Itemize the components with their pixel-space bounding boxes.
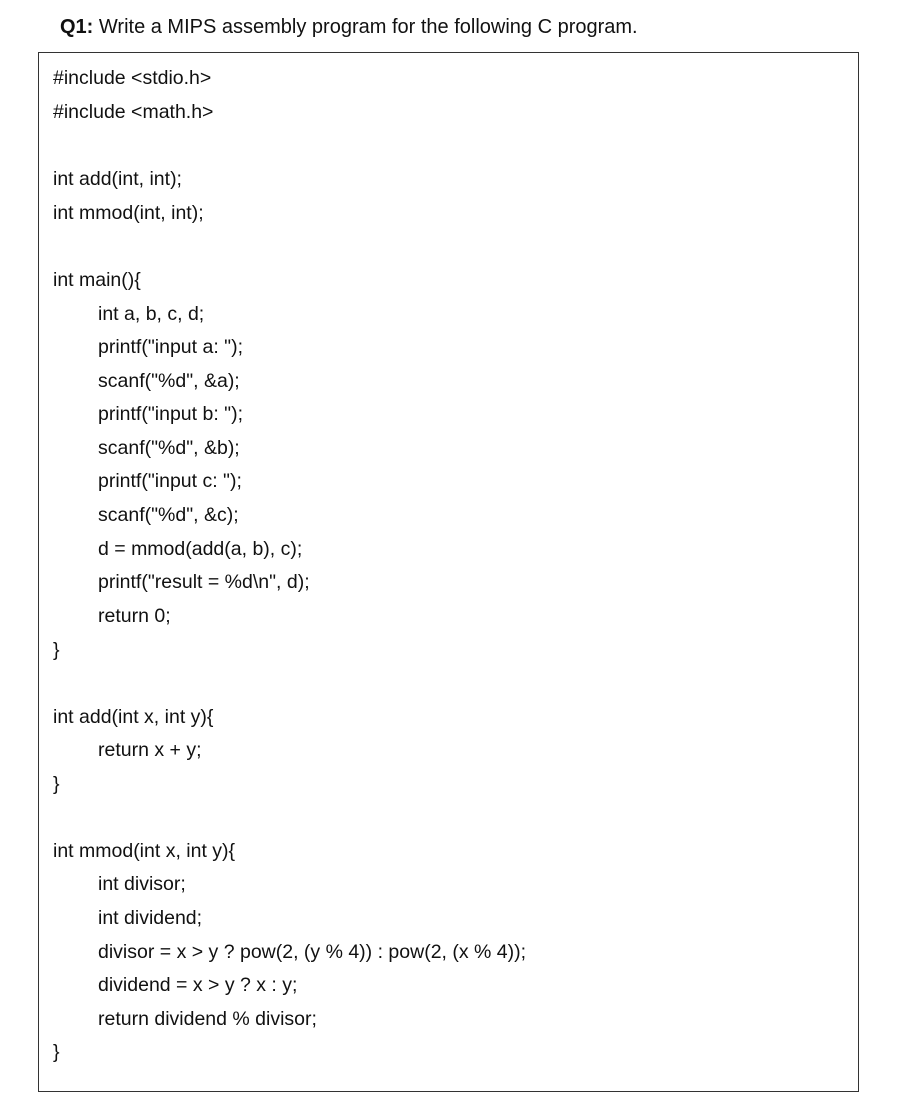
code-line: } [53,639,60,661]
code-line: int mmod(int, int); [53,202,204,224]
code-line: dividend = x > y ? x : y; [98,974,298,996]
code-line: int divisor; [98,873,186,895]
code-line: int main(){ [53,269,141,291]
question-heading [60,14,638,40]
code-line: return x + y; [98,739,202,761]
code-line: int add(int x, int y){ [53,706,214,728]
code-line: printf("input a: "); [98,336,243,358]
code-line: printf("input b: "); [98,403,243,425]
code-line: #include <stdio.h> [53,67,212,89]
code-line: return dividend % divisor; [98,1008,317,1030]
code-line: return 0; [98,605,171,627]
code-line: d = mmod(add(a, b), c); [98,538,303,560]
code-box [38,52,859,1092]
question-label: Q1: [60,16,94,38]
code-line: printf("input c: "); [98,470,242,492]
code-line: #include <math.h> [53,101,214,123]
code-line: int a, b, c, d; [98,303,205,325]
question-text: Write a MIPS assembly program for the following C program. [93,16,638,38]
code-line: scanf("%d", &c); [98,504,239,526]
code-line: int mmod(int x, int y){ [53,840,236,862]
code-line: int add(int, int); [53,168,182,190]
code-line: scanf("%d", &a); [98,370,240,392]
code-line: printf("result = %d\n", d); [98,571,310,593]
code-line: int dividend; [98,907,203,929]
code-line: scanf("%d", &b); [98,437,240,459]
code-line: divisor = x > y ? pow(2, (y % 4)) : pow(2, (x % 4)); [98,941,527,963]
code-line: } [53,773,60,795]
code-line: } [53,1041,60,1063]
